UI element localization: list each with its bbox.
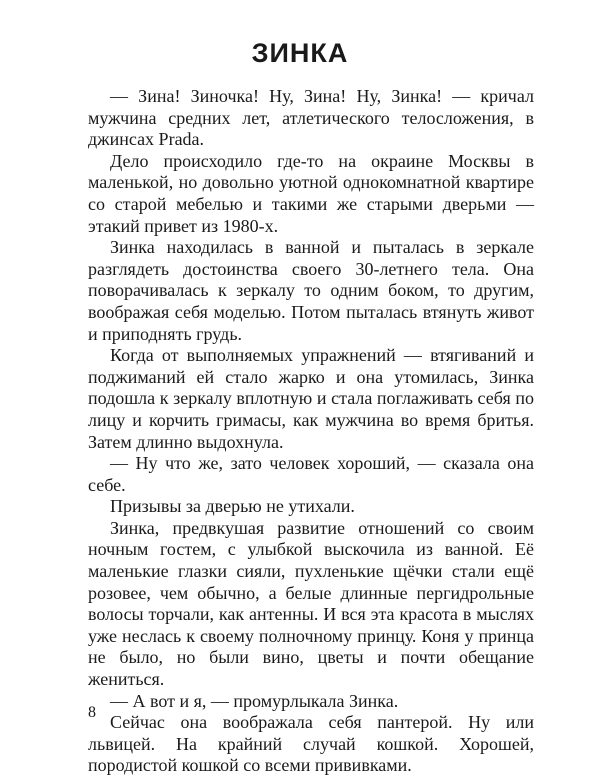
paragraph: — А вот и я, — промурлыкала Зинка. <box>110 690 399 711</box>
paragraph: Зинка находилась в ванной и пыталась в зеркале разглядеть достоинства своего 30-летнего тела. Она поворачивалась к зеркалу то одним боком, то другим, воображая себя моделью. Потом пыталась втянуть живот и приподнять грудь. <box>88 237 534 344</box>
paragraph: Зинка, предвкушая развитие отношений со своим ночным гостем, с улыбкой выскочила из ванной. Её маленькие глазки сияли, пухленькие щёчки стали ещё розовее, чем обычно, а белые длинные пергидрольные волосы торчали, как антенны. И вся эта красота в мыслях уже неслась к своему полночному принцу. Коня у принца не было, но были вино, цветы и почти обещание жениться. <box>88 517 534 690</box>
paragraph: Дело происходило где-то на окраине Москвы в маленькой, но довольно уютной однокомнатной квартире со старой мебелью и такими же старыми дверьми — этакий привет из 1980-х. <box>88 150 534 236</box>
page-number: 8 <box>88 704 96 721</box>
paragraph: Призывы за дверью не утихали. <box>110 496 355 517</box>
paragraph: Когда от выполняемых упражнений — втягиваний и поджиманий ей стало жарко и она утомилась, Зинка подошла к зеркалу вплотную и стала поглаживать себя по лицу и корчить гримасы, как мужчина во время бритья. Затем длинно выдохнула. <box>88 345 534 452</box>
paragraph: — Ну что же, зато человек хороший, — сказала она себе. <box>88 453 534 495</box>
paragraph: Сейчас она воображала себя пантерой. Ну или львицей. На крайний случай кошкой. Хорошей, породистой кошкой со всеми прививками. <box>88 712 534 776</box>
chapter-title: ЗИНКА <box>251 38 349 68</box>
chapter-text <box>88 86 534 777</box>
paragraph: — Зина! Зиночка! Ну, Зина! Ну, Зинка! — кричал мужчина средних лет, атлетического телосложения, в джинсах Prada. <box>88 86 534 150</box>
